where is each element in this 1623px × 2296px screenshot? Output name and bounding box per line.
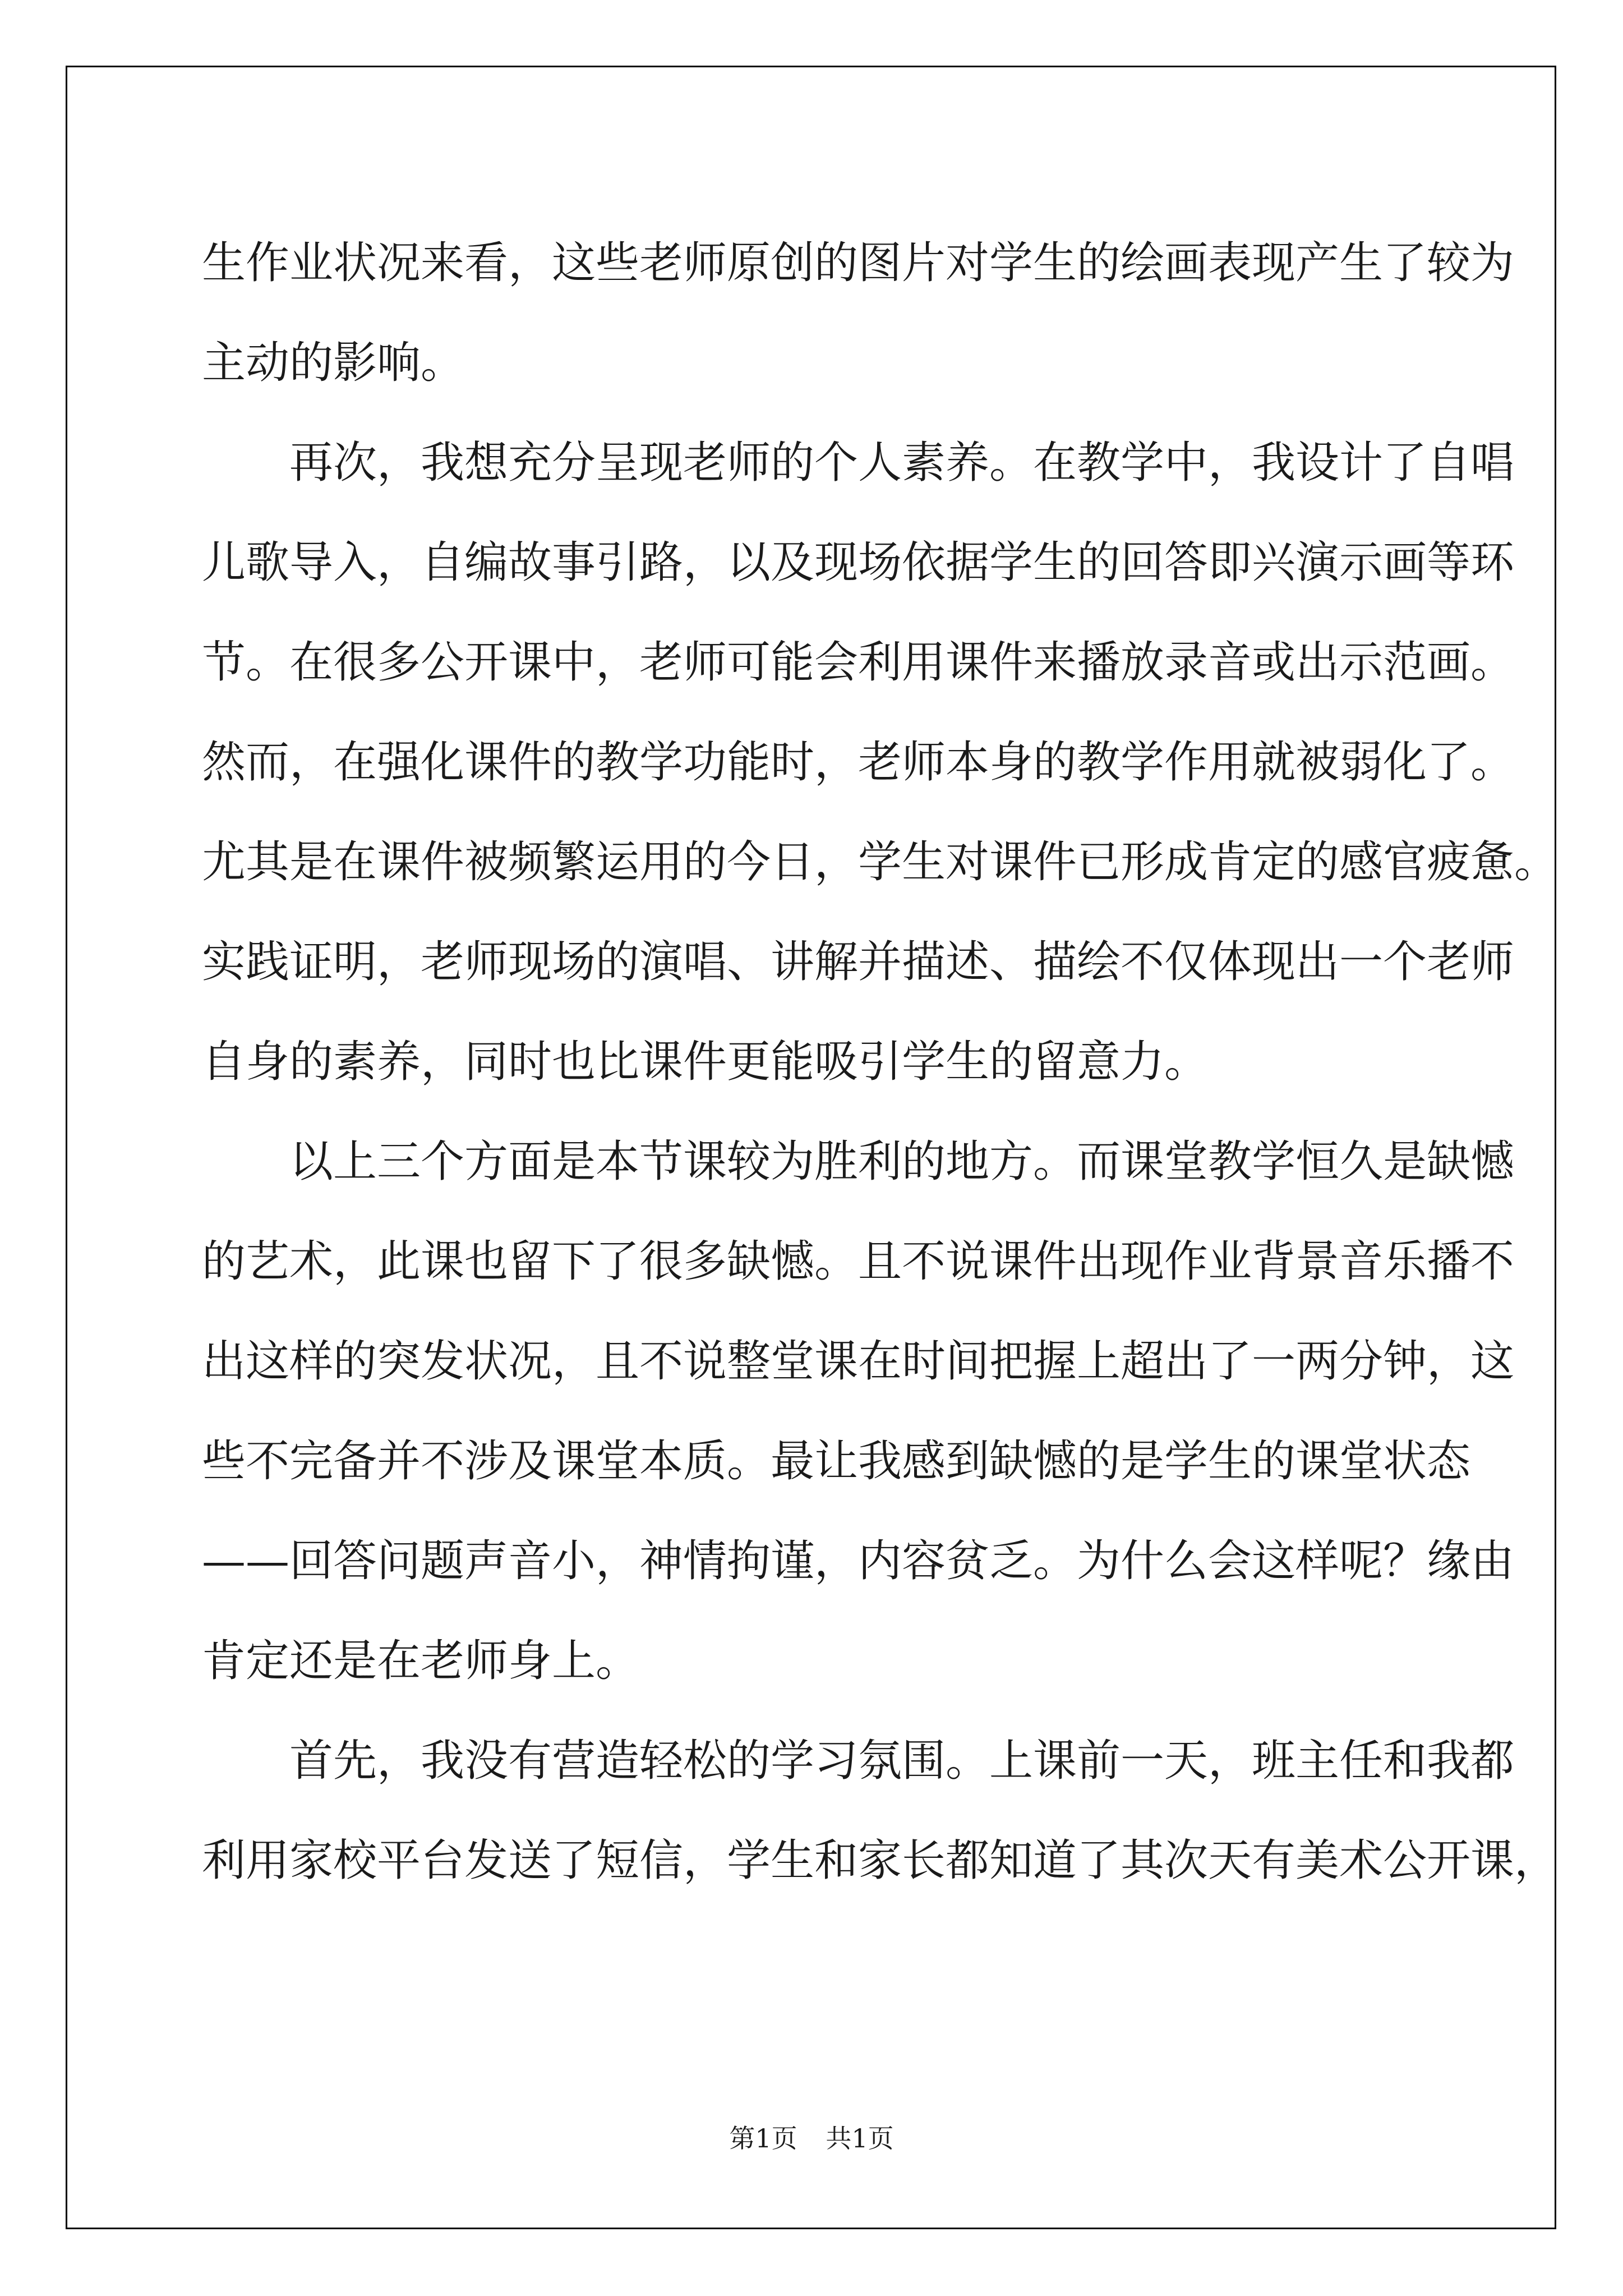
paragraph-1: [202, 213, 1515, 413]
paragraph-2: [202, 413, 1559, 1112]
text-line: 以上三个方面是本节课较为胜利的地方。而课堂教学恒久是缺憾: [289, 1137, 1515, 1187]
text-line: 然而，在强化课件的教学功能时，老师本身的教学作用就被弱化了。: [202, 737, 1515, 788]
text-line: 些不完备并不涉及课堂本质。最让我感到缺憾的是学生的课堂状态: [202, 1436, 1471, 1487]
text-line: 再次，我想充分呈现老师的个人素养。在教学中，我设计了自唱: [289, 438, 1515, 488]
paragraph-4: [202, 1711, 1559, 1911]
document-body: [202, 213, 1559, 1911]
text-line: 实践证明，老师现场的演唱、讲解并描述、描绘不仅体现出一个老师: [202, 937, 1515, 987]
text-line: 出这样的突发状况，且不说整堂课在时间把握上超出了一两分钟，这: [202, 1336, 1515, 1387]
text-line: 尤其是在课件被频繁运用的今日，学生对课件已形成肯定的感官疲惫。: [202, 837, 1559, 887]
text-line: 儿歌导入，自编故事引路，以及现场依据学生的回答即兴演示画等环: [202, 537, 1515, 588]
page-footer: [0, 2122, 1623, 2155]
page-number-current: 第1页: [729, 2123, 797, 2154]
paragraph-3: [202, 1112, 1515, 1711]
page-number-total: 共1页: [826, 2123, 894, 2154]
text-line: 生作业状况来看，这些老师原创的图片对学生的绘画表现产生了较为: [202, 238, 1515, 288]
text-line: 节。在很多公开课中，老师可能会利用课件来播放录音或出示范画。: [202, 637, 1515, 688]
text-line: 利用家校平台发送了短信，学生和家长都知道了其次天有美术公开课，: [202, 1835, 1559, 1886]
text-line: 主动的影响。: [202, 338, 465, 388]
text-line: ——回答问题声音小，神情拘谨，内容贫乏。为什么会这样呢？缘由: [202, 1536, 1515, 1586]
text-line: 自身的素养，同时也比课件更能吸引学生的留意力。: [202, 1037, 1209, 1087]
text-line: 肯定还是在老师身上。: [202, 1636, 640, 1686]
text-line: 首先，我没有营造轻松的学习氛围。上课前一天，班主任和我都: [289, 1736, 1515, 1786]
text-line: 的艺术，此课也留下了很多缺憾。且不说课件出现作业背景音乐播不: [202, 1236, 1515, 1287]
